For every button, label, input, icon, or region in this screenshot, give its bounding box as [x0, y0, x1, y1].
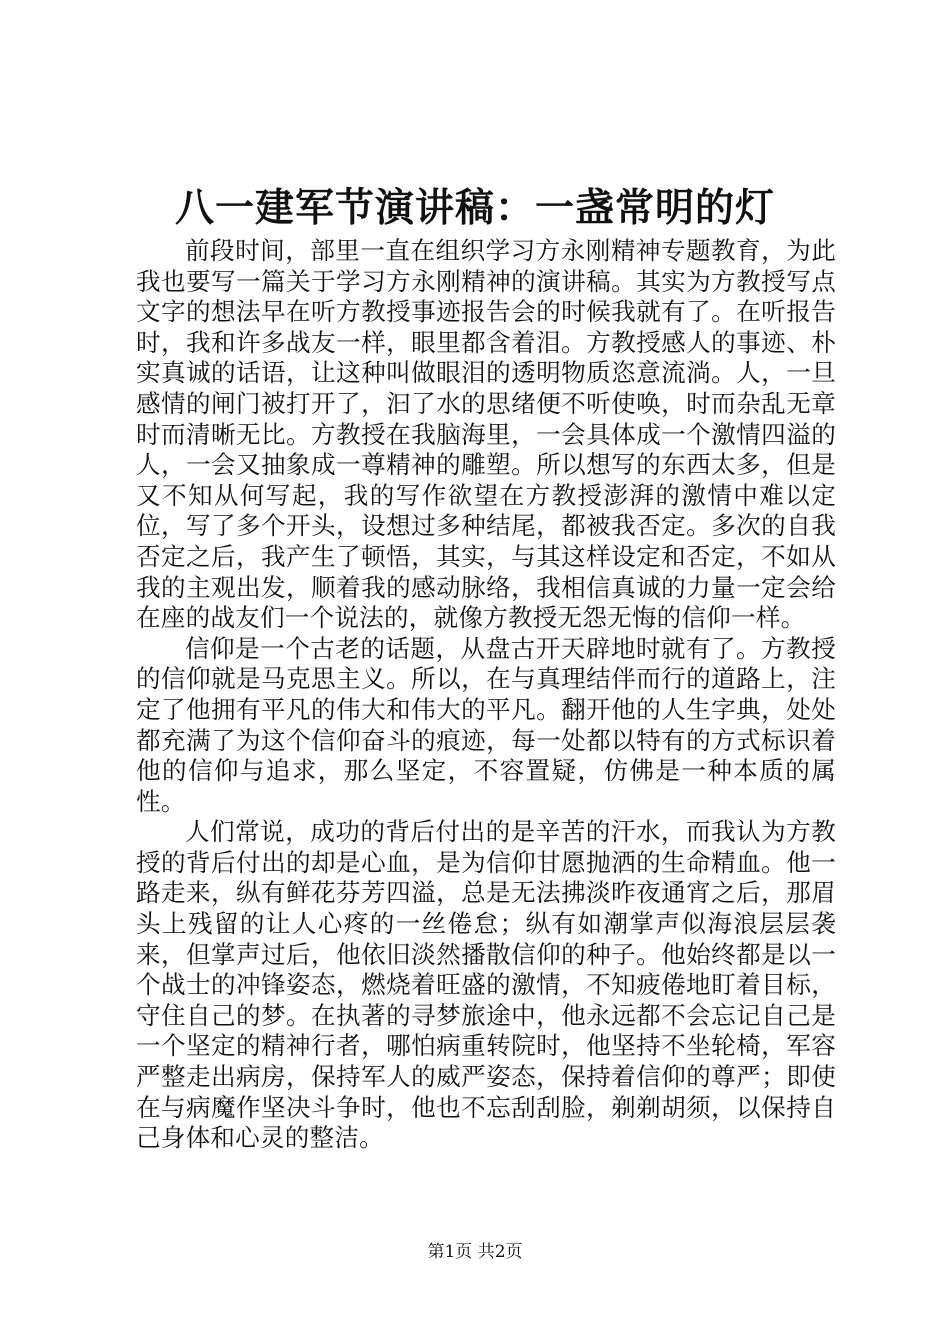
- page-number-footer: 第1页 共2页: [427, 1242, 523, 1262]
- paragraph-2: 信仰是一个古老的话题，从盘古开天辟地时就有了。方教授的信仰就是马克思主义。所以，在与真理结伴而行的道路上，注定了他拥有平凡的伟大和伟大的平凡。翻开他的人生字典，处处都充满了为这个信仰奋斗的痕迹，每一处都以特有的方式标识着他的信仰与追求，那么坚定，不容置疑，仿佛是一种本质的属性。: [136, 633, 836, 816]
- document-title: 八一建军节演讲稿：一盏常明的灯: [174, 185, 775, 231]
- paragraph-3: 人们常说，成功的背后付出的是辛苦的汗水，而我认为方教授的背后付出的却是心血，是为信仰甘愿抛洒的生命精血。他一路走来，纵有鲜花芬芳四溢，总是无法拂淡昨夜通宵之后，那眉头上残留的让人心疼的一丝倦怠；纵有如潮掌声似海浪层层袭来，但掌声过后，他依旧淡然播散信仰的种子。他始终都是以一个战士的冲锋姿态，燃烧着旺盛的激情，不知疲倦地盯着目标，守住自己的梦。在执著的寻梦旅途中，他永远都不会忘记自己是一个坚定的精神行者，哪怕病重转院时，他坚持不坐轮椅，军容严整走出病房，保持军人的威严姿态，保持着信仰的尊严；即使在与病魔作坚决斗争时，他也不忘刮刮脸，剃剃胡须，以保持自己身体和心灵的整洁。: [136, 817, 836, 1153]
- paragraph-1: 前段时间，部里一直在组织学习方永刚精神专题教育，为此我也要写一篇关于学习方永刚精神的演讲稿。其实为方教授写点文字的想法早在听方教授事迹报告会的时候我就有了。在听报告时，我和许多战友一样，眼里都含着泪。方教授感人的事迹、朴实真诚的话语，让这种叫做眼泪的透明物质恣意流淌。人，一旦感情的闸门被打开了，汩了水的思绪便不听使唤，时而杂乱无章时而清晰无比。方教授在我脑海里，一会具体成一个激情四溢的人，一会又抽象成一尊精神的雕塑。所以想写的东西太多，但是又不知从何写起，我的写作欲望在方教授澎湃的激情中难以定位，写了多个开头，设想过多种结尾，都被我否定。多次的自我否定之后，我产生了顿悟，其实，与其这样设定和否定，不如从我的主观出发，顺着我的感动脉络，我相信真诚的力量一定会给在座的战友们一个说法的，就像方教授无怨无悔的信仰一样。: [136, 236, 836, 633]
- document-body: [136, 236, 836, 1154]
